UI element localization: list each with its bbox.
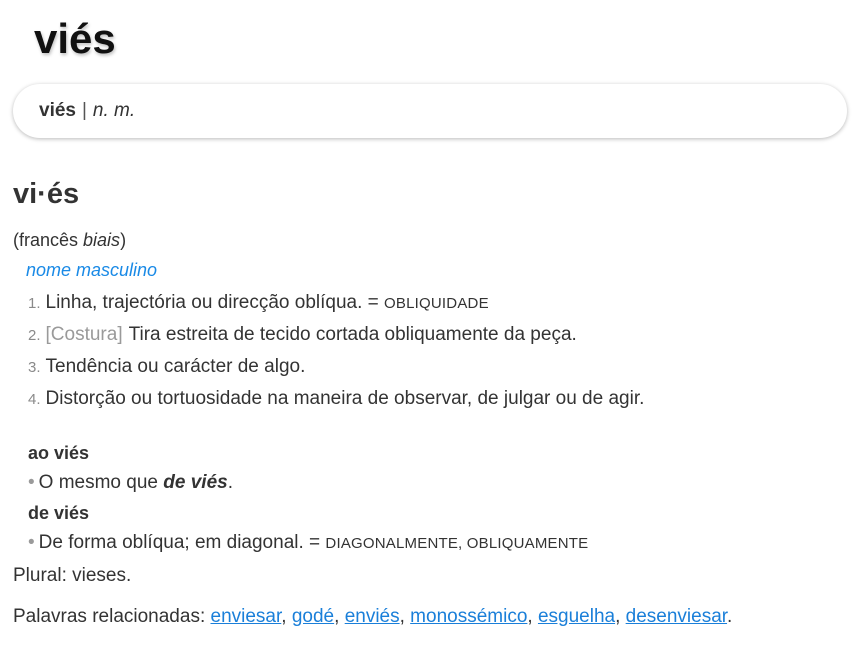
phrase-end: . xyxy=(227,472,233,493)
definition-text: Distorção ou tortuosidade na maneira de observar, de julgar ou de agir. xyxy=(45,388,645,409)
bullet-icon: • xyxy=(28,472,35,493)
definition-text: Linha, trajectória ou direcção oblíqua. = xyxy=(45,292,385,313)
etymology-prefix: (francês xyxy=(13,230,84,250)
phrase-definition xyxy=(28,530,588,557)
phrase-definition xyxy=(28,470,233,496)
definition-domain: [Costura] xyxy=(45,324,123,345)
related-words: Palavras relacionadas: enviesar, godé, enviés, monossémico, esguelha, desenviesar. xyxy=(13,606,733,627)
summary-separator: | xyxy=(81,100,87,121)
entry-syllables: vi·és xyxy=(13,178,80,210)
definition-list xyxy=(28,287,644,415)
bullet-icon: • xyxy=(28,532,35,553)
related-link-gode[interactable]: godé xyxy=(291,606,335,627)
phrase-text: De forma oblíqua; em diagonal. = xyxy=(38,532,326,553)
definition-number: 3. xyxy=(28,359,41,376)
plural-form: Plural: vieses. xyxy=(13,565,132,586)
definition-number: 1. xyxy=(28,295,41,312)
phrase-heading-de-vies: de viés xyxy=(28,503,90,523)
definition-number: 4. xyxy=(28,391,41,408)
related-link-desenviesar[interactable]: desenviesar xyxy=(625,606,728,627)
definition-text: Tira estreita de tecido cortada obliquamente da peça. xyxy=(128,324,577,345)
summary-card xyxy=(13,84,847,138)
phrase-cross-reference: de viés xyxy=(163,472,228,493)
phrase-synonyms: DIAGONALMENTE, OBLIQUAMENTE xyxy=(325,535,589,552)
etymology-word: biais xyxy=(83,230,121,250)
definition-item xyxy=(28,319,644,351)
grammatical-class: nome masculino xyxy=(26,260,158,280)
phrase-text: O mesmo que xyxy=(38,472,164,493)
related-link-enviesar[interactable]: enviesar xyxy=(210,606,282,627)
related-label: Palavras relacionadas: xyxy=(13,606,211,627)
definition-synonyms: OBLIQUIDADE xyxy=(384,295,489,312)
phrase-heading-ao-vies: ao viés xyxy=(28,443,90,463)
etymology xyxy=(13,228,126,252)
related-link-monossemico[interactable]: monossémico xyxy=(410,606,528,627)
page-title: viés xyxy=(34,15,116,62)
related-link-envies[interactable]: enviés xyxy=(344,606,400,627)
definition-item xyxy=(28,351,644,383)
summary-word: viés xyxy=(39,100,76,121)
definition-text: Tendência ou carácter de algo. xyxy=(45,356,306,377)
definition-number: 2. xyxy=(28,327,41,344)
related-link-esguelha[interactable]: esguelha xyxy=(537,606,616,627)
definition-item xyxy=(28,383,644,415)
summary-part-of-speech: n. m. xyxy=(92,100,136,121)
definition-item xyxy=(28,287,644,319)
related-end: . xyxy=(727,606,733,627)
etymology-suffix: ) xyxy=(120,230,127,250)
